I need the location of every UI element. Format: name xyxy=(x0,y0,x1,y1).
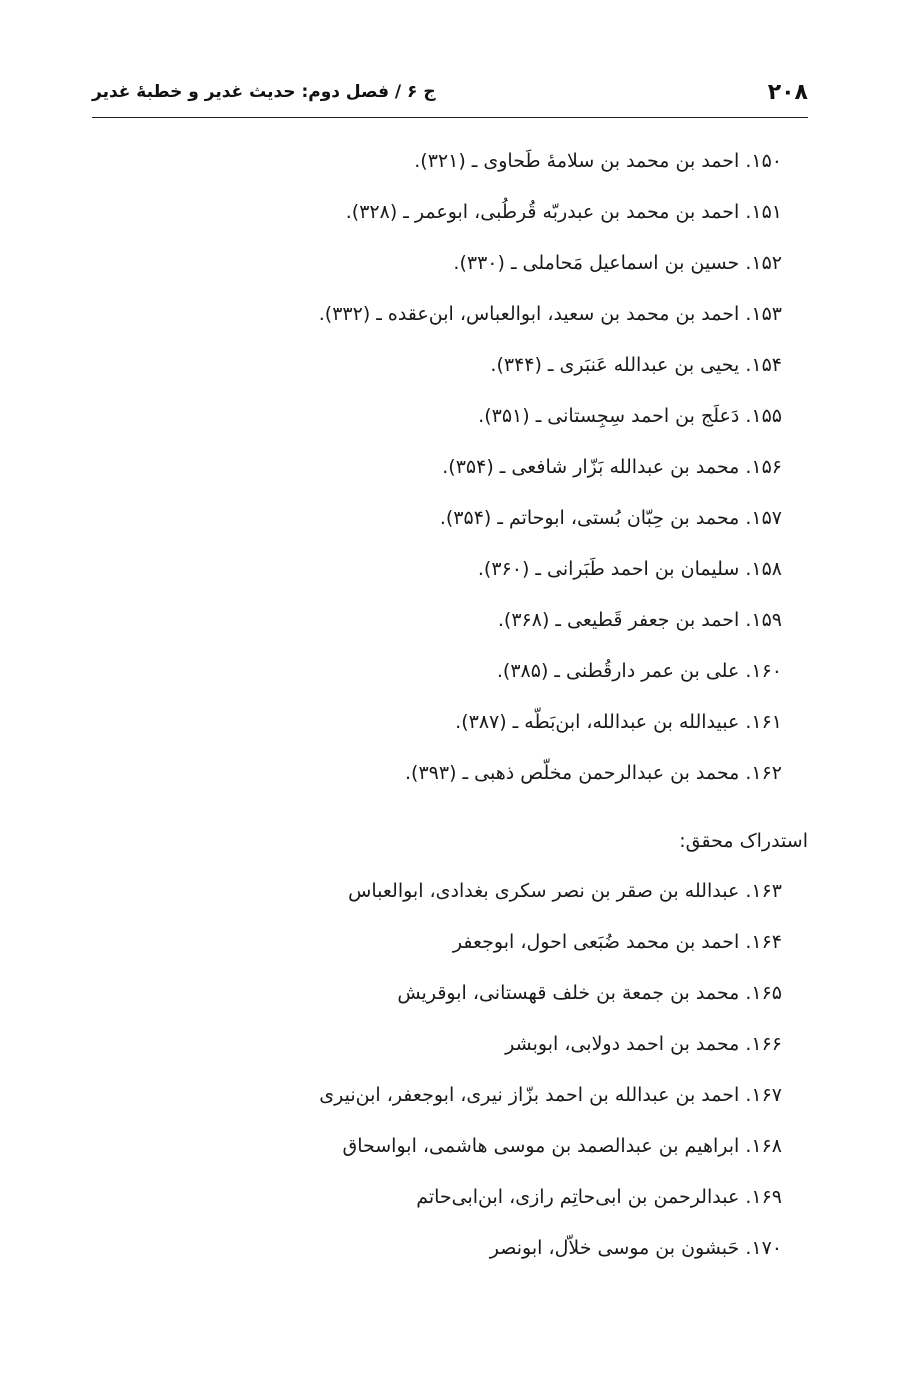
running-head: ج ۶ / فصل دوم: حدیث غدیر و خطبهٔ غدیر xyxy=(92,82,436,102)
list-item: ۱۶۹. عبدالرحمن بن ابی‌حاتِم رازی، ابن‌ابی‌حاتم xyxy=(416,1186,782,1208)
list-item: ۱۵۴. یحیی بن عبدالله عَنبَری ـ (۳۴۴). xyxy=(490,354,782,376)
list-item: ۱۶۴. احمد بن محمد ضُبَعی احول، ابوجعفر xyxy=(452,931,782,953)
list-item: ۱۶۲. محمد بن عبدالرحمن مخلّص ذهبی ـ (۳۹۳). xyxy=(405,762,782,784)
header-rule xyxy=(92,117,808,118)
list-item: ۱۵۱. احمد بن محمد بن عبدربّه قُرطُبی، ابوعمر ـ (۳۲۸). xyxy=(345,201,782,223)
list-item: ۱۵۹. احمد بن جعفر قَطیعی ـ (۳۶۸). xyxy=(497,609,782,631)
list-item: ۱۶۰. علی بن عمر دارقُطنی ـ (۳۸۵). xyxy=(496,660,782,682)
page-number: ۲۰۸ xyxy=(767,79,808,105)
list-item: ۱۷۰. حَبشون بن موسی خلاّل، ابونصر xyxy=(489,1237,782,1259)
narrator-list xyxy=(92,136,782,799)
supplement-heading: استدراک محقق: xyxy=(679,830,808,852)
list-item: ۱۶۳. عبدالله بن صقر بن نصر سکری بغدادی، ابوالعباس xyxy=(348,880,782,902)
list-item: ۱۵۰. احمد بن محمد بن سلامهٔ طَحاوی ـ (۳۲۱). xyxy=(414,150,782,172)
list-item: ۱۵۲. حسین بن اسماعیل مَحاملی ـ (۳۳۰). xyxy=(453,252,782,274)
list-item: ۱۶۶. محمد بن احمد دولابی، ابوبشر xyxy=(505,1033,782,1055)
list-item: ۱۵۷. محمد بن حِبّان بُستی، ابوحاتم ـ (۳۵۴). xyxy=(439,507,782,529)
list-item: ۱۵۸. سلیمان بن احمد طَبَرانی ـ (۳۶۰). xyxy=(477,558,782,580)
page-header xyxy=(92,70,808,114)
list-item: ۱۵۳. احمد بن محمد بن سعید، ابوالعباس، ابن‌عقده ـ (۳۳۲). xyxy=(318,303,782,325)
list-item: ۱۶۸. ابراهیم بن عبدالصمد بن موسی هاشمی، ابواسحاق xyxy=(342,1135,782,1157)
list-item: ۱۶۵. محمد بن جمعة بن خلف قهستانی، ابوقریش xyxy=(397,982,782,1004)
list-item: ۱۶۱. عبیدالله بن عبدالله، ابن‌بَطّه ـ (۳۸۷). xyxy=(455,711,782,733)
list-item: ۱۶۷. احمد بن عبدالله بن احمد بزّاز نیری، ابوجعفر، ابن‌نیری xyxy=(319,1084,782,1106)
list-item: ۱۵۶. محمد بن عبدالله بَزّار شافعی ـ (۳۵۴). xyxy=(442,456,782,478)
supplement-list xyxy=(92,866,782,1274)
list-item: ۱۵۵. دَعلَج بن احمد سِجِستانی ـ (۳۵۱). xyxy=(478,405,782,427)
